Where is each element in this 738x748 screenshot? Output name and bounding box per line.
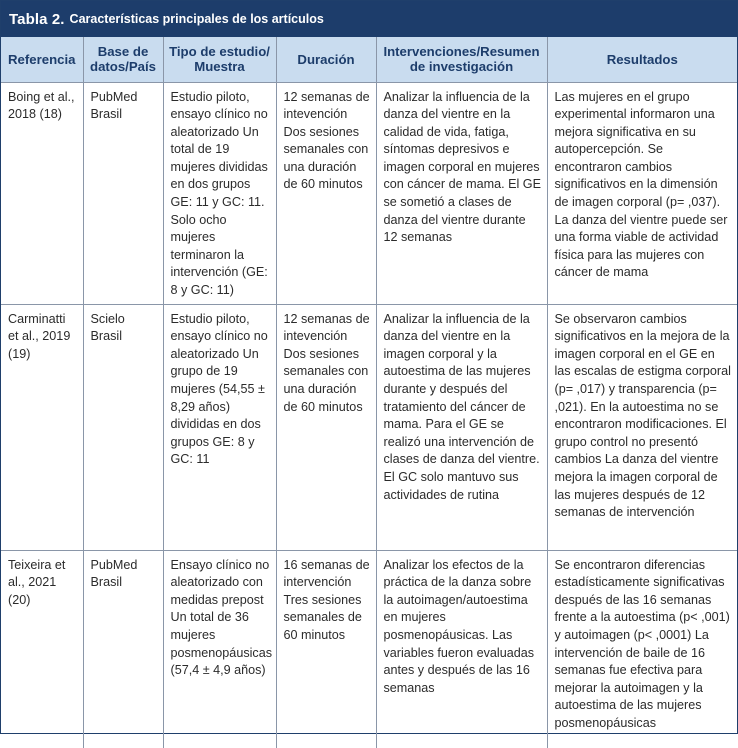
cell-resultados: Se encontraron diferencias estadísticamente significativas después de las 16 semanas frente a la autoestima (p< ,001) y autoimagen (p< ,0001) La intervención de baile de 16 semanas fue efectiva para mejorar la autoimagen y la autoestima de las mujeres posmenopáusicas	[547, 550, 737, 748]
cell-tipo-estudio: Estudio piloto, ensayo clínico no aleatorizado Un total de 19 mujeres divididas en dos grupos GE: 11 y GC: 11. Solo ocho mujeres terminaron la intervención (GE: 8 y GC: 11)	[163, 82, 276, 304]
table-row	[1, 82, 737, 304]
cell-referencia: Boing et al., 2018 (18)	[1, 82, 83, 304]
cell-duracion: 12 semanas de intevención Dos sesiones semanales con una duración de 60 minutos	[276, 304, 376, 550]
table-row	[1, 304, 737, 550]
cell-duracion: 16 semanas de intervención Tres sesiones semanales de 60 minutos	[276, 550, 376, 748]
table-caption	[1, 1, 737, 37]
cell-tipo-estudio: Ensayo clínico no aleatorizado con medidas prepost Un total de 36 mujeres posmenopáusicas (57,4 ± 4,9 años)	[163, 550, 276, 748]
cell-referencia: Carminatti et al., 2019 (19)	[1, 304, 83, 550]
cell-duracion: 12 semanas de intevención Dos sesiones semanales con una duración de 60 minutos	[276, 82, 376, 304]
articles-table	[1, 37, 737, 748]
cell-intervenciones: Analizar la influencia de la danza del vientre en la calidad de vida, fatiga, síntomas depresivos e imagen corporal en mujeres con cáncer de mama. El GE se sometió a clases de danza del vientre durante 12 semanas	[376, 82, 547, 304]
header-row	[1, 37, 737, 82]
cell-tipo-estudio: Estudio piloto, ensayo clínico no aleatorizado Un grupo de 19 mujeres (54,55 ± 8,29 años) divididas en dos grupos GE: 8 y GC: 11	[163, 304, 276, 550]
header-base-datos: Base de datos/País	[83, 37, 163, 82]
header-intervenciones: Intervenciones/Resumen de investigación	[376, 37, 547, 82]
cell-base-datos: PubMed Brasil	[83, 550, 163, 748]
caption-label: Tabla 2.	[9, 10, 65, 28]
cell-intervenciones: Analizar los efectos de la práctica de la danza sobre la autoimagen/autoestima en mujeres posmenopáusicas. Las variables fueron evaluadas antes y después de las 16 semanas	[376, 550, 547, 748]
cell-intervenciones: Analizar la influencia de la danza del vientre en la imagen corporal y la autoestima de las mujeres durante y después del tratamiento del cáncer de mama. Para el GE se realizó una intervención de clases de danza del vientre. El GC solo mantuvo sus actividades de rutina	[376, 304, 547, 550]
header-duracion: Duración	[276, 37, 376, 82]
table-row	[1, 550, 737, 748]
cell-base-datos: PubMed Brasil	[83, 82, 163, 304]
cell-resultados: Las mujeres en el grupo experimental informaron una mejora significativa en su autopercepción. Se encontraron cambios significativos en la dimensión de imagen corporal (p= ,037). La danza del vientre puede ser una forma viable de actividad física para las mujeres con cáncer de mama	[547, 82, 737, 304]
header-tipo-estudio: Tipo de estudio/ Muestra	[163, 37, 276, 82]
cell-resultados: Se observaron cambios significativos en la mejora de la imagen corporal en el GE en las escalas de estigma corporal (p= ,017) y transparencia (p= ,021). En la autoestima no se encontraron modificaciones. El grupo control no presentó cambios La danza del vientre mejora la imagen corporal de las mujeres después de 12 semanas de intervención	[547, 304, 737, 550]
header-resultados: Resultados	[547, 37, 737, 82]
caption-title: Características principales de los artículos	[69, 12, 324, 26]
cell-referencia: Teixeira et al., 2021 (20)	[1, 550, 83, 748]
cell-base-datos: Scielo Brasil	[83, 304, 163, 550]
header-referencia: Referencia	[1, 37, 83, 82]
